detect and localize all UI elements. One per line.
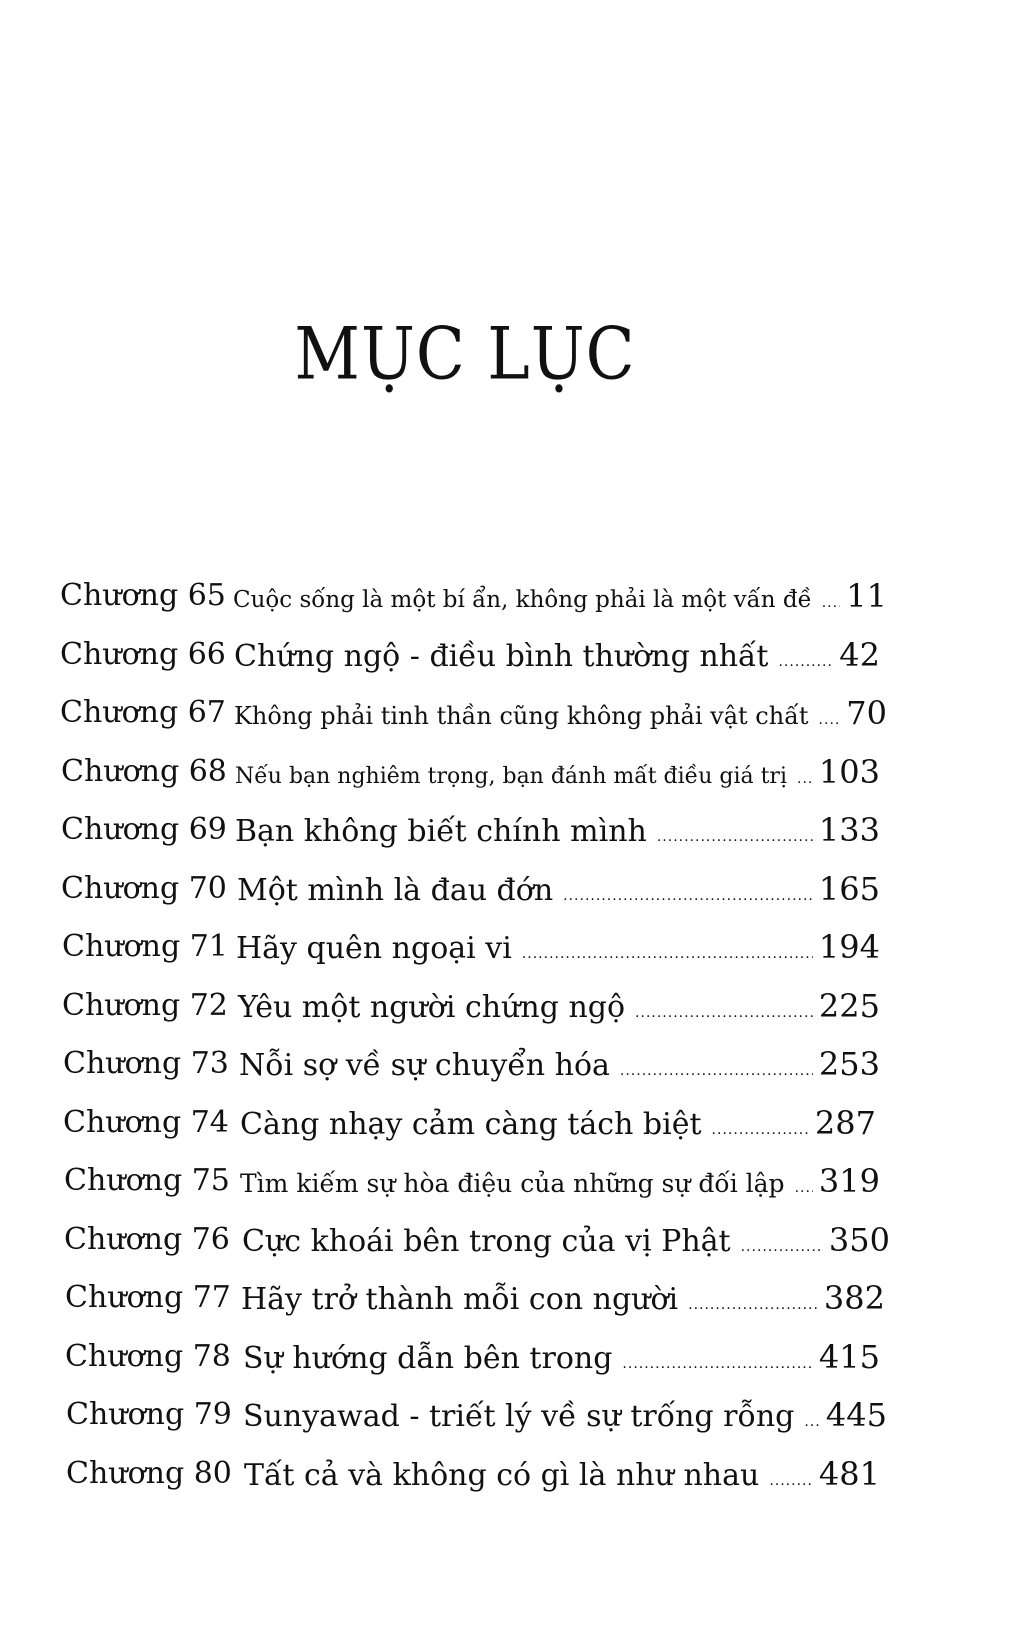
- chapter-label: Chương 80: [66, 1455, 232, 1491]
- dot-leader: [822, 583, 841, 623]
- toc-entry: [0, 1454, 1011, 1513]
- chapter-label: Chương 67: [60, 695, 226, 730]
- chapter-label: Chương 66: [60, 636, 226, 672]
- toc-entry: [0, 1220, 1011, 1279]
- dot-leader: [688, 1285, 818, 1325]
- chapter-title: Tất cả và không có gì là như nhau: [244, 1457, 760, 1493]
- entry-line: [233, 576, 887, 623]
- chapter-title: Nếu bạn nghiêm trọng, bạn đánh mất điều giá trị: [235, 763, 787, 789]
- page-number: 319: [818, 1162, 880, 1200]
- toc-entry: [0, 986, 1011, 1045]
- dot-leader: [804, 1402, 820, 1442]
- entry-line: [234, 635, 880, 682]
- toc-entry: [0, 635, 1011, 694]
- entry-line: [238, 986, 880, 1033]
- toc-entry: [0, 1337, 1011, 1396]
- dot-leader: [522, 934, 813, 974]
- entry-line: [239, 1044, 880, 1091]
- entry-line: [244, 1454, 880, 1501]
- chapter-title: Nỗi sợ về sự chuyển hóa: [239, 1048, 610, 1083]
- entry-line: [241, 1278, 885, 1325]
- entry-line: [235, 752, 880, 799]
- chapter-title: Yêu một người chứng ngộ: [238, 989, 626, 1025]
- chapter-title: Hãy trở thành mỗi con người: [241, 1282, 679, 1317]
- dot-leader: [712, 1110, 809, 1150]
- entry-line: [243, 1337, 880, 1384]
- toc-entry: [0, 752, 1011, 811]
- chapter-title: Hãy quên ngoại vi: [236, 931, 512, 966]
- page-number: 415: [818, 1337, 880, 1376]
- page-number: 481: [818, 1454, 880, 1493]
- dot-leader: [819, 700, 841, 740]
- chapter-label: Chương 70: [61, 870, 227, 906]
- chapter-title: Một mình là đau đớn: [237, 872, 554, 908]
- dot-leader: [657, 817, 813, 857]
- chapter-label: Chương 65: [60, 578, 226, 613]
- chapter-label: Chương 68: [61, 753, 227, 789]
- entry-line: [240, 1161, 880, 1208]
- chapter-label: Chương 75: [64, 1163, 230, 1198]
- toc-entry: [0, 1044, 1011, 1103]
- chapter-title: Cuộc sống là một bí ẩn, không phải là một vấn đề: [233, 587, 812, 613]
- entry-line: [234, 693, 887, 740]
- chapter-label: Chương 78: [65, 1338, 231, 1374]
- page-number: 445: [825, 1396, 887, 1434]
- dot-leader: [563, 876, 813, 916]
- dot-leader: [778, 642, 833, 682]
- page-number: 165: [818, 869, 880, 908]
- toc-entry: [0, 1103, 1011, 1162]
- page-number: 287: [814, 1103, 876, 1142]
- page-number: 11: [846, 577, 887, 615]
- toc-entry: [0, 1395, 1011, 1454]
- chapter-label: Chương 72: [62, 987, 228, 1023]
- chapter-title: Sự hướng dẫn bên trong: [243, 1340, 613, 1376]
- chapter-label: Chương 69: [61, 812, 227, 847]
- page-number: 382: [823, 1279, 885, 1317]
- dot-leader: [622, 1344, 813, 1384]
- dot-leader: [741, 1227, 823, 1267]
- entry-line: [243, 1395, 887, 1442]
- page-number: 133: [818, 811, 880, 849]
- page-number: 225: [818, 986, 880, 1025]
- entry-line: [237, 869, 880, 916]
- page-number: 70: [846, 694, 887, 732]
- chapter-title: Không phải tinh thần cũng không phải vật chất: [234, 702, 809, 730]
- toc-entry: [0, 927, 1011, 986]
- page-number: 103: [818, 752, 880, 791]
- chapter-label: Chương 74: [63, 1104, 229, 1140]
- entry-line: [235, 810, 880, 857]
- dot-leader: [635, 993, 813, 1033]
- chapter-label: Chương 71: [62, 929, 228, 964]
- chapter-title: Tìm kiếm sự hòa điệu của những sự đối lập: [240, 1169, 785, 1198]
- page-number: 42: [839, 635, 880, 674]
- dot-leader: [620, 1051, 813, 1091]
- entry-line: [240, 1103, 876, 1150]
- table-of-contents: [0, 576, 1011, 1512]
- page-number: 194: [818, 928, 880, 966]
- dot-leader: [797, 759, 813, 799]
- chapter-label: Chương 79: [66, 1397, 232, 1432]
- entry-line: [236, 927, 880, 974]
- chapter-title: Bạn không biết chính mình: [235, 814, 647, 849]
- toc-entry: [0, 693, 1011, 752]
- toc-entry: [0, 1161, 1011, 1220]
- chapter-label: Chương 76: [64, 1221, 230, 1257]
- chapter-title: Chứng ngộ - điều bình thường nhất: [234, 638, 769, 674]
- toc-entry: [0, 576, 1011, 635]
- page-number: 253: [818, 1045, 880, 1083]
- chapter-title: Sunyawad - triết lý về sự trống rỗng: [243, 1399, 795, 1434]
- page-number: 350: [828, 1220, 890, 1259]
- chapter-title: Càng nhạy cảm càng tách biệt: [240, 1106, 702, 1142]
- dot-leader: [795, 1168, 813, 1208]
- page-title: MỤC LỤC: [294, 313, 636, 397]
- chapter-label: Chương 73: [63, 1046, 229, 1081]
- toc-entry: [0, 810, 1011, 869]
- toc-entry: [0, 1278, 1011, 1337]
- dot-leader: [769, 1461, 813, 1501]
- chapter-label: Chương 77: [65, 1280, 231, 1315]
- toc-entry: [0, 869, 1011, 928]
- entry-line: [242, 1220, 890, 1267]
- chapter-title: Cực khoái bên trong của vị Phật: [242, 1223, 731, 1259]
